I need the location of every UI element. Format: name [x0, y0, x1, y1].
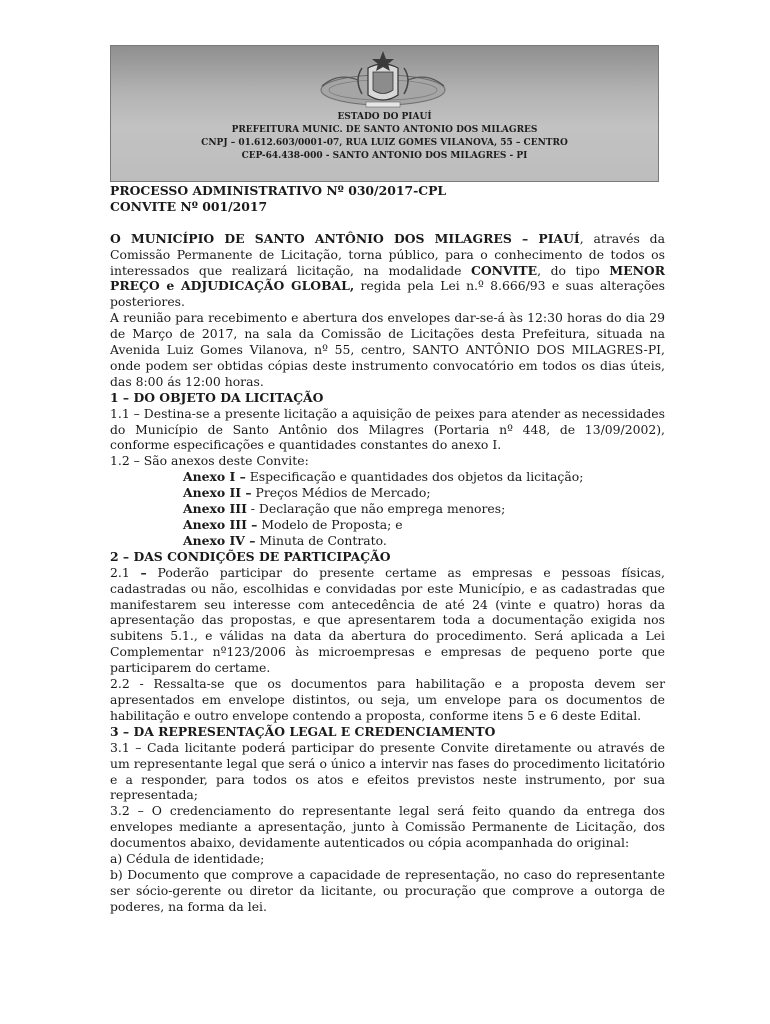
document-body	[110, 183, 665, 915]
letterhead-cnpj-address: CNPJ – 01.612.603/0001-07, RUA LUIZ GOMES VILANOVA, 55 – CENTRO	[201, 138, 568, 148]
invitation-number: CONVITE Nº 001/2017	[110, 198, 268, 214]
section2-p1: 2.1 – Poderão participar do presente certame as empresas e pessoas físicas, cadastradas ou não, escolhidas e convidadas por este Município, e as cadastradas que manifestarem seu interesse com antecedência de até 24 (vinte e quatro) horas da apresentação das propostas, e que apresentarem toda a documentação exigida nos subitens 5.1., e válidas na data da abertura do procedimento. Será aplicada a Lei Complementar nº123/2006 às microempresas e empresas de pequeno porte que participarem do certame.	[110, 564, 665, 676]
section1-title: 1 – DO OBJETO DA LICITAÇÃO	[110, 389, 324, 405]
section3-item-b: b) Documento que comprove a capacidade de representação, no caso do representante ser sócio-gerente ou diretor da licitante, ou procuração que comprove a outorga de poderes, na forma da lei.	[110, 866, 665, 914]
spacer	[110, 215, 665, 231]
section3-p2: 3.2 – O credenciamento do representante legal será feito quando da entrega dos envelopes mediante a apresentação, junto à Comissão Permanente de Licitação, dos documentos abaixo, devidamente autenticados ou cópia acompanhada do original:	[110, 803, 665, 851]
section1-p1: 1.1 – Destina-se a presente licitação a aquisição de peixes para atender as necessidades do Município de Santo Antônio dos Milagres (Portaria nº 448, de 13/09/2002), conforme especificações e quantidades constantes do anexo I.	[110, 405, 665, 453]
letterhead-cep: CEP-64.438-000 - SANTO ANTONIO DOS MILAGRES - PI	[241, 151, 528, 161]
annex-item: Anexo II – Preços Médios de Mercado;	[183, 485, 431, 501]
modality: CONVITE	[471, 262, 538, 278]
letterhead	[110, 45, 659, 182]
annex-item: Anexo IV – Minuta de Contrato.	[183, 532, 387, 548]
annex-item: Anexo III - Declaração que não emprega menores;	[183, 501, 506, 517]
section1-p2: 1.2 – São anexos deste Convite:	[110, 453, 309, 469]
section2-title: 2 – DAS CONDIÇÕES DE PARTICIPAÇÃO	[110, 548, 391, 564]
meeting-paragraph: A reunião para recebimento e abertura dos envelopes dar-se-á às 12:30 horas do dia 29 de Março de 2017, na sala da Comissão de Licitações desta Prefeitura, situada na Avenida Luiz Gomes Vilanova, nº 55, centro, SANTO ANTÔNIO DOS MILAGRES-PI, onde podem ser obtidas cópias deste instrumento convocatório em todos os dias úteis, das 8:00 ás 12:00 horas.	[110, 310, 665, 389]
process-number: PROCESSO ADMINISTRATIVO Nº 030/2017-CPL	[110, 183, 447, 198]
intro-paragraph: O MUNICÍPIO DE SANTO ANTÔNIO DOS MILAGRES – PIAUÍ, através da Comissão Permanente de Licitação, torna público, para o conhecimento de todos os interessados que realizará licitação, na modalidade CONVITE, do tipo MENOR PREÇO e ADJUDICAÇÃO GLOBAL, regida pela Lei n.º 8.666/93 e suas alterações posteriores.	[110, 230, 665, 310]
letterhead-city-hall: PREFEITURA MUNIC. DE SANTO ANTONIO DOS MILAGRES	[231, 125, 538, 135]
municipality-name: O MUNICÍPIO DE SANTO ANTÔNIO DOS MILAGRES – PIAUÍ	[110, 230, 580, 246]
section2-p2: 2.2 - Ressalta-se que os documentos para habilitação e a proposta devem ser apresentados em envelope distintos, ou seja, um envelope para os documentos de habilitação e outro envelope contendo a proposta, conforme itens 5 e 6 deste Edital.	[110, 676, 665, 723]
section3-item-a: a) Cédula de identidade;	[110, 851, 265, 867]
annex-item: Anexo I – Especificação e quantidades dos objetos da licitação;	[183, 469, 584, 485]
bid-type: MENOR PREÇO e ADJUDICAÇÃO GLOBAL,	[110, 262, 665, 294]
annex-item: Anexo III – Modelo de Proposta; e	[183, 517, 403, 533]
section3-title: 3 – DA REPRESENTAÇÃO LEGAL E CREDENCIAMENTO	[110, 723, 496, 739]
municipal-coat-of-arms-icon	[318, 50, 448, 110]
letterhead-state: ESTADO DO PIAUÍ	[337, 112, 432, 122]
section3-p1: 3.1 – Cada licitante poderá participar do presente Convite diretamente ou através de um representante legal que será o único a intervir nas fases do procedimento licitatório e a responder, para todos os atos e efeitos previstos neste instrumento, por sua representada;	[110, 739, 665, 803]
